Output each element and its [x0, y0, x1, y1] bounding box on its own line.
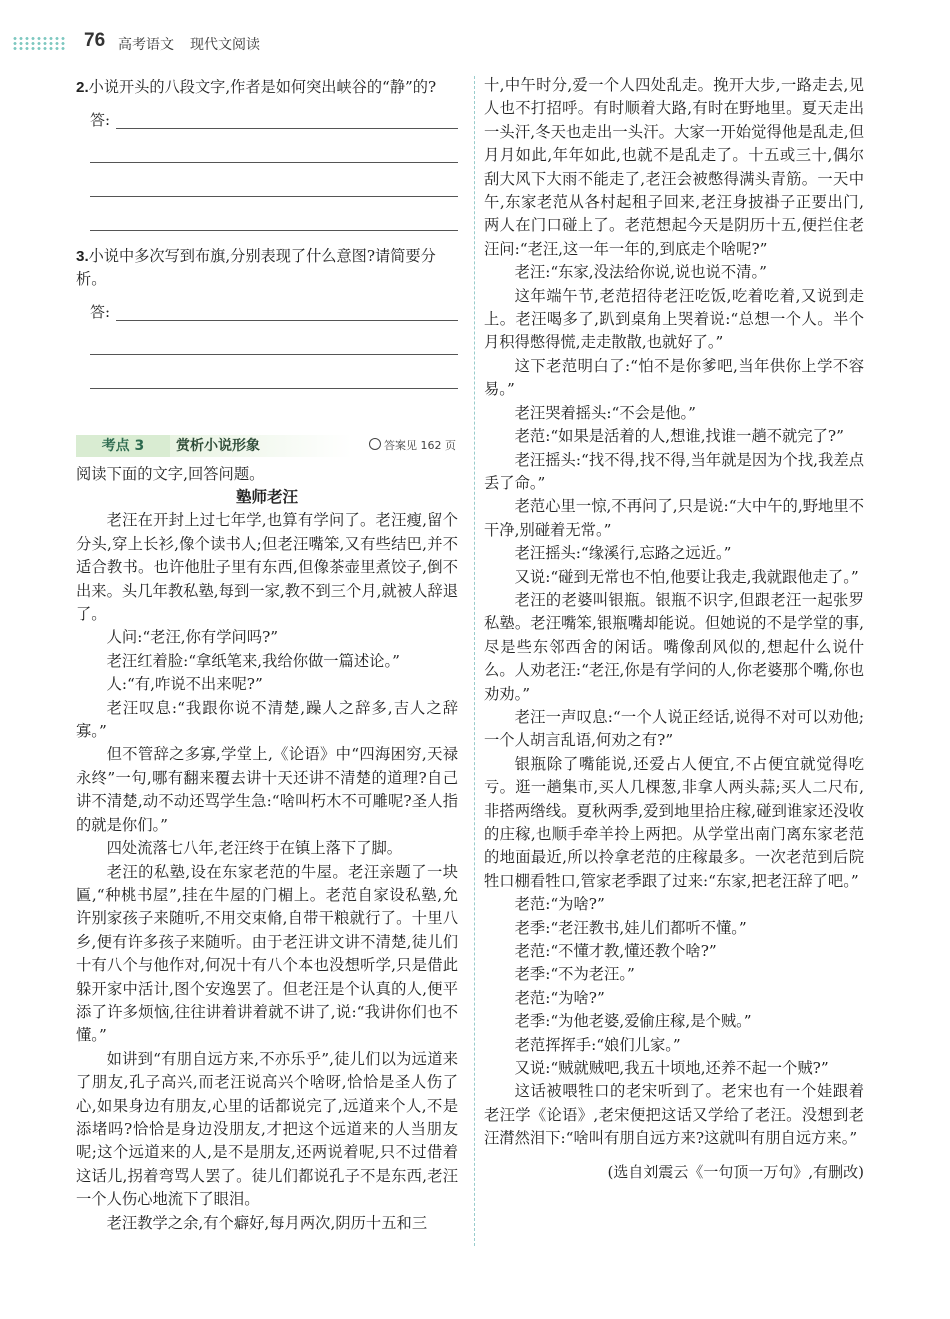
paragraph: 人:“有,咋说不出来呢?” — [106, 675, 263, 694]
answer-line[interactable] — [76, 359, 458, 393]
kaodian-title: 赏析小说形象 — [176, 438, 260, 454]
paragraph: 老范:“如果是活着的人,想谁,找谁一趟不就完了?” — [514, 427, 844, 446]
paragraph-continued: 十,中午时分,爱一个人四处乱走。挽开大步,一路走去,见人也不打招呼。有时顺着大路,有时在野地里。夏天走出一头汗,冬天也走出一头汗。大家一开始觉得他是乱走,但月月如此,年年如此,也就不是乱走了。十五或三十,偶尔刮大风下大雨不能走了,老汪会被憋得满头青筋。一天中午,东家老范从各村起租子回来,老汪身披褂子正要出门,两人在门口碰上了。老范想起今天是阴历十五,便拦住老汪问:“老汪,这一年一年的,到底走个啥呢?” — [484, 76, 864, 258]
answer-line[interactable] — [76, 325, 458, 359]
decorative-dots-icon — [12, 36, 66, 50]
paragraph: 如讲到“有朋自远方来,不亦乐乎”,徒儿们以为远道来了朋友,孔子高兴,而老汪说高兴个啥呀,恰恰是圣人伤了心,如果身边有朋友,心里的话都说完了,远道来个人,不是添堵吗?恰恰是身边没朋友,才把这个远道来的人当朋友呢;这个远道来的人,是不是朋友,还两说着呢,只不过借着这话儿,拐着弯骂人罢了。徒儿们都说孔子不是东西,老汪一个人伤心地流下了眼泪。 — [76, 1049, 458, 1209]
paragraph: 老汪的老婆叫银瓶。银瓶不识字,但跟老汪一起张罗私塾。老汪嘴笨,银瓶嘴却能说。但她说的不是学堂的事,尽是些东邻西舍的闲话。嘴像刮风似的,想起什么说什么。人劝老汪:“老汪,你是有学问的人,你老婆那个嘴,你也劝劝。” — [484, 590, 864, 703]
paragraph: 这话被喂牲口的老宋听到了。老宋也有一个娃跟着老汪学《论语》,老宋便把这话又学给了老汪。没想到老汪潸然泪下:“啥叫有朋自远方来?这就叫有朋自远方来。” — [484, 1082, 864, 1148]
paragraph: 老汪的私塾,设在东家老范的牛屋。老汪亲题了一块匾,“种桃书屋”,挂在牛屋的门楣上。老范自家设私塾,允许别家孩子来随听,不用交束脩,自带干粮就行了。十里八乡,便有许多孩子来随听。由于老汪讲文讲不清楚,徒儿们十有八个与他作对,何况十有八个本也没想听学,只是借此躲开家中活计,图个安逸罢了。但老汪是个认真的人,便平添了许多烦恼,往往讲着讲着就不讲了,说:“我讲你们也不懂。” — [76, 862, 458, 1045]
answer-line[interactable] — [76, 201, 458, 235]
paragraph: 老季:“为他老婆,爱偷庄稼,是个贼。” — [514, 1012, 752, 1031]
paragraph: 人问:“老汪,你有学问吗?” — [106, 628, 279, 647]
paragraph: 银瓶除了嘴能说,还爱占人便宜,不占便宜就觉得吃亏。逛一趟集市,买人几棵葱,非拿人两头蒜;买人二尺布,非搭两绺线。夏秋两季,爱到地里拾庄稼,碰到谁家还没收的庄稼,也顺手牵羊拎上两把。从学堂出南门离东家老范的地面最近,所以拎拿老范的庄稼最多。一次老范到后院牲口棚看牲口,管家老季跟了过来:“东家,把老汪辞了吧。” — [484, 754, 864, 890]
paragraph: 又说:“碰到无常也不怕,他要让我走,我就跟他走了。” — [514, 567, 859, 586]
kaodian-banner — [76, 433, 458, 463]
kaodian-tag: 考点 3 — [76, 435, 170, 457]
page-number: 76 — [84, 30, 106, 51]
clock-icon — [369, 438, 381, 450]
paragraph: 老汪教学之余,有个癖好,每月两次,阴历十五和三 — [106, 1213, 428, 1232]
question-3: 3.小说中多次写到布旗,分别表现了什么意图?请简要分析。 — [76, 247, 436, 288]
story-title: 塾师老汪 — [235, 488, 298, 507]
paragraph: 又说:“贼就贼吧,我五十顷地,还养不起一个贼?” — [514, 1059, 829, 1078]
paragraph: 老汪在开封上过七年学,也算有学问了。老汪瘦,留个分头,穿上长衫,像个读书人;但老汪嘴笨,又有些结巴,并不适合教书。也许他肚子里有东西,但像茶壶里煮饺子,倒不出来。头几年教私塾,每到一家,教不到三个月,就被人辞退了。 — [76, 511, 458, 624]
question-2: 2.小说开头的八段文字,作者是如何突出峡谷的“静”的? — [76, 78, 437, 96]
answer-line[interactable]: 答: — [76, 99, 458, 133]
answer-line[interactable]: 答: — [76, 291, 458, 325]
paragraph: 四处流落七八年,老汪终于在镇上落下了脚。 — [106, 839, 403, 858]
answer-reference: 答案见 162 页 — [369, 437, 456, 453]
paragraph: 老季:“老汪教书,娃儿们都听不懂。” — [514, 918, 747, 937]
column-divider — [474, 76, 475, 1246]
paragraph: 这下老范明白了:“怕不是你爹吧,当年供你上学不容易。” — [484, 356, 864, 399]
instruction: 阅读下面的文字,回答问题。 — [76, 465, 265, 483]
answer-line[interactable] — [76, 167, 458, 201]
paragraph: 老范:“为啥?” — [514, 988, 605, 1007]
paragraph: 老汪摇头:“缘溪行,忘路之远近。” — [514, 544, 732, 563]
page-header — [0, 0, 950, 62]
paragraph: 老汪叹息:“我跟你说不清楚,躁人之辞多,吉人之辞寡。” — [76, 698, 458, 741]
paragraph: 老范:“不懂才教,懂还教个啥?” — [514, 942, 717, 961]
source-citation: (选自刘震云《一句顶一万句》,有删改) — [607, 1162, 864, 1181]
paragraph: 老汪:“东家,没法给你说,说也说不清。” — [514, 263, 767, 282]
section-title: 现代文阅读 — [190, 37, 260, 53]
paragraph: 老汪红着脸:“拿纸笔来,我给你做一篇述论。” — [106, 651, 400, 670]
paragraph: 但不管辞之多寡,学堂上,《论语》中“四海困穷,天禄永终”一句,哪有翻来覆去讲十天还讲不清楚的道理?自己讲不清楚,动不动还骂学生急:“啥叫朽木不可雕呢?圣人指的就是你们。” — [76, 745, 458, 834]
paragraph: 老范心里一惊,不再问了,只是说:“大中午的,野地里不干净,别碰着无常。” — [484, 497, 864, 539]
paragraph: 老范挥挥手:“娘们儿家。” — [514, 1035, 681, 1054]
paragraph: 老汪摇头:“找不得,找不得,当年就是因为个找,我差点丢了命。” — [484, 450, 864, 492]
book-title: 高考语文 — [118, 37, 174, 53]
right-column — [484, 74, 864, 1199]
paragraph: 老范:“为啥?” — [514, 895, 605, 914]
paragraph: 老汪一声叹息:“一个人说正经话,说得不对可以劝他;一个人胡言乱语,何劝之有?” — [484, 707, 864, 750]
answer-line[interactable] — [76, 133, 458, 167]
paragraph: 老季:“不为老汪。” — [514, 965, 635, 984]
paragraph: 老汪哭着摇头:“不会是他。” — [514, 403, 697, 422]
left-column — [76, 76, 458, 1235]
paragraph: 这年端午节,老范招待老汪吃饭,吃着吃着,又说到走上。老汪喝多了,趴到桌角上哭着说:“总想一个人。半个月积得憋得慌,走走散散,也就好了。” — [484, 286, 864, 352]
